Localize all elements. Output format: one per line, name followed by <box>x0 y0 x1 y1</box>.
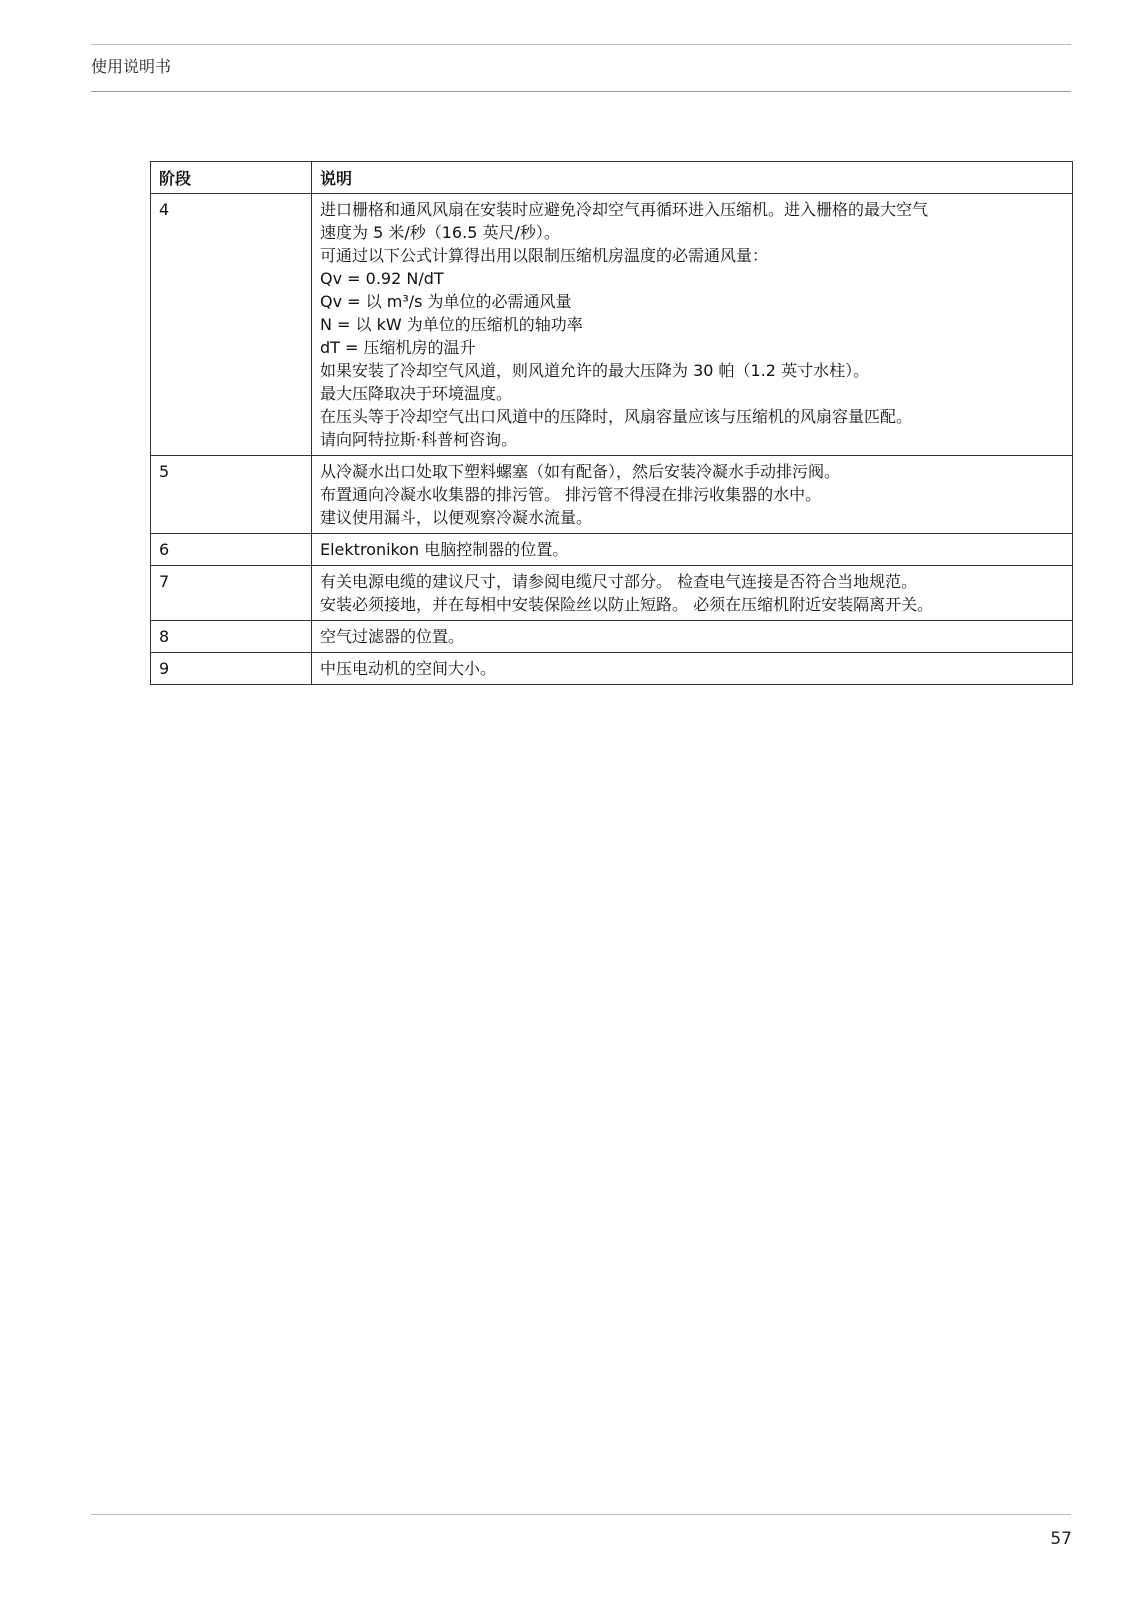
description-line: 从冷凝水出口处取下塑料螺塞（如有配备），然后安装冷凝水手动排污阀。 <box>320 462 841 481</box>
step-description <box>312 653 1073 685</box>
column-header-step: 阶段 <box>151 162 312 194</box>
step-number: 8 <box>151 621 312 653</box>
table-row <box>151 456 1073 534</box>
formula-definition-line: dT = 压缩机房的温升 <box>320 338 476 357</box>
page-number: 57 <box>1050 1529 1072 1549</box>
description-line: 中压电动机的空间大小。 <box>320 659 497 678</box>
formula-definition-line: Qv = 以 m³/s 为单位的必需通风量 <box>320 292 572 311</box>
column-header-description: 说明 <box>312 162 1073 194</box>
footer-rule <box>91 1514 1071 1515</box>
step-description <box>312 534 1073 566</box>
header-rule-bottom <box>91 91 1071 92</box>
step-number: 5 <box>151 456 312 534</box>
description-line: 如果安装了冷却空气风道，则风道允许的最大压降为 30 帕（1.2 英寸水柱）。 <box>320 361 870 380</box>
description-line: 布置通向冷凝水收集器的排污管。 排污管不得浸在排污收集器的水中。 <box>320 485 822 504</box>
table-row <box>151 566 1073 621</box>
description-line: Elektronikon 电脑控制器的位置。 <box>320 540 569 559</box>
formula-definition-line: N = 以 kW 为单位的压缩机的轴功率 <box>320 315 583 334</box>
description-line: 请向阿特拉斯·科普柯咨询。 <box>320 430 518 449</box>
document-title: 使用说明书 <box>91 57 172 76</box>
table-row <box>151 653 1073 685</box>
description-line: 最大压降取决于环境温度。 <box>320 384 513 403</box>
step-description <box>312 194 1073 456</box>
table-row <box>151 194 1073 456</box>
header-rule-top <box>91 44 1071 45</box>
description-line: 有关电源电缆的建议尺寸，请参阅电缆尺寸部分。 检查电气连接是否符合当地规范。 <box>320 572 918 591</box>
table-header-row <box>151 162 1073 194</box>
step-description <box>312 566 1073 621</box>
description-line: 进口栅格和通风风扇在安装时应避免冷却空气再循环进入压缩机。进入栅格的最大空气 <box>320 200 929 219</box>
step-number: 7 <box>151 566 312 621</box>
step-number: 9 <box>151 653 312 685</box>
description-line: 在压头等于冷却空气出口风道中的压降时，风扇容量应该与压缩机的风扇容量匹配。 <box>320 407 913 426</box>
table-row <box>151 534 1073 566</box>
description-line: 可通过以下公式计算得出用以限制压缩机房温度的必需通风量： <box>320 246 769 265</box>
step-number: 6 <box>151 534 312 566</box>
installation-steps-table <box>150 161 1073 685</box>
step-description <box>312 456 1073 534</box>
description-line: 速度为 5 米/秒（16.5 英尺/秒）。 <box>320 223 560 242</box>
table-row <box>151 621 1073 653</box>
description-line: 空气过滤器的位置。 <box>320 627 465 646</box>
description-line: 安装必须接地，并在每相中安装保险丝以防止短路。 必须在压缩机附近安装隔离开关。 <box>320 595 934 614</box>
step-description <box>312 621 1073 653</box>
formula-line: Qv = 0.92 N/dT <box>320 269 444 288</box>
step-number: 4 <box>151 194 312 456</box>
description-line: 建议使用漏斗，以便观察冷凝水流量。 <box>320 508 593 527</box>
